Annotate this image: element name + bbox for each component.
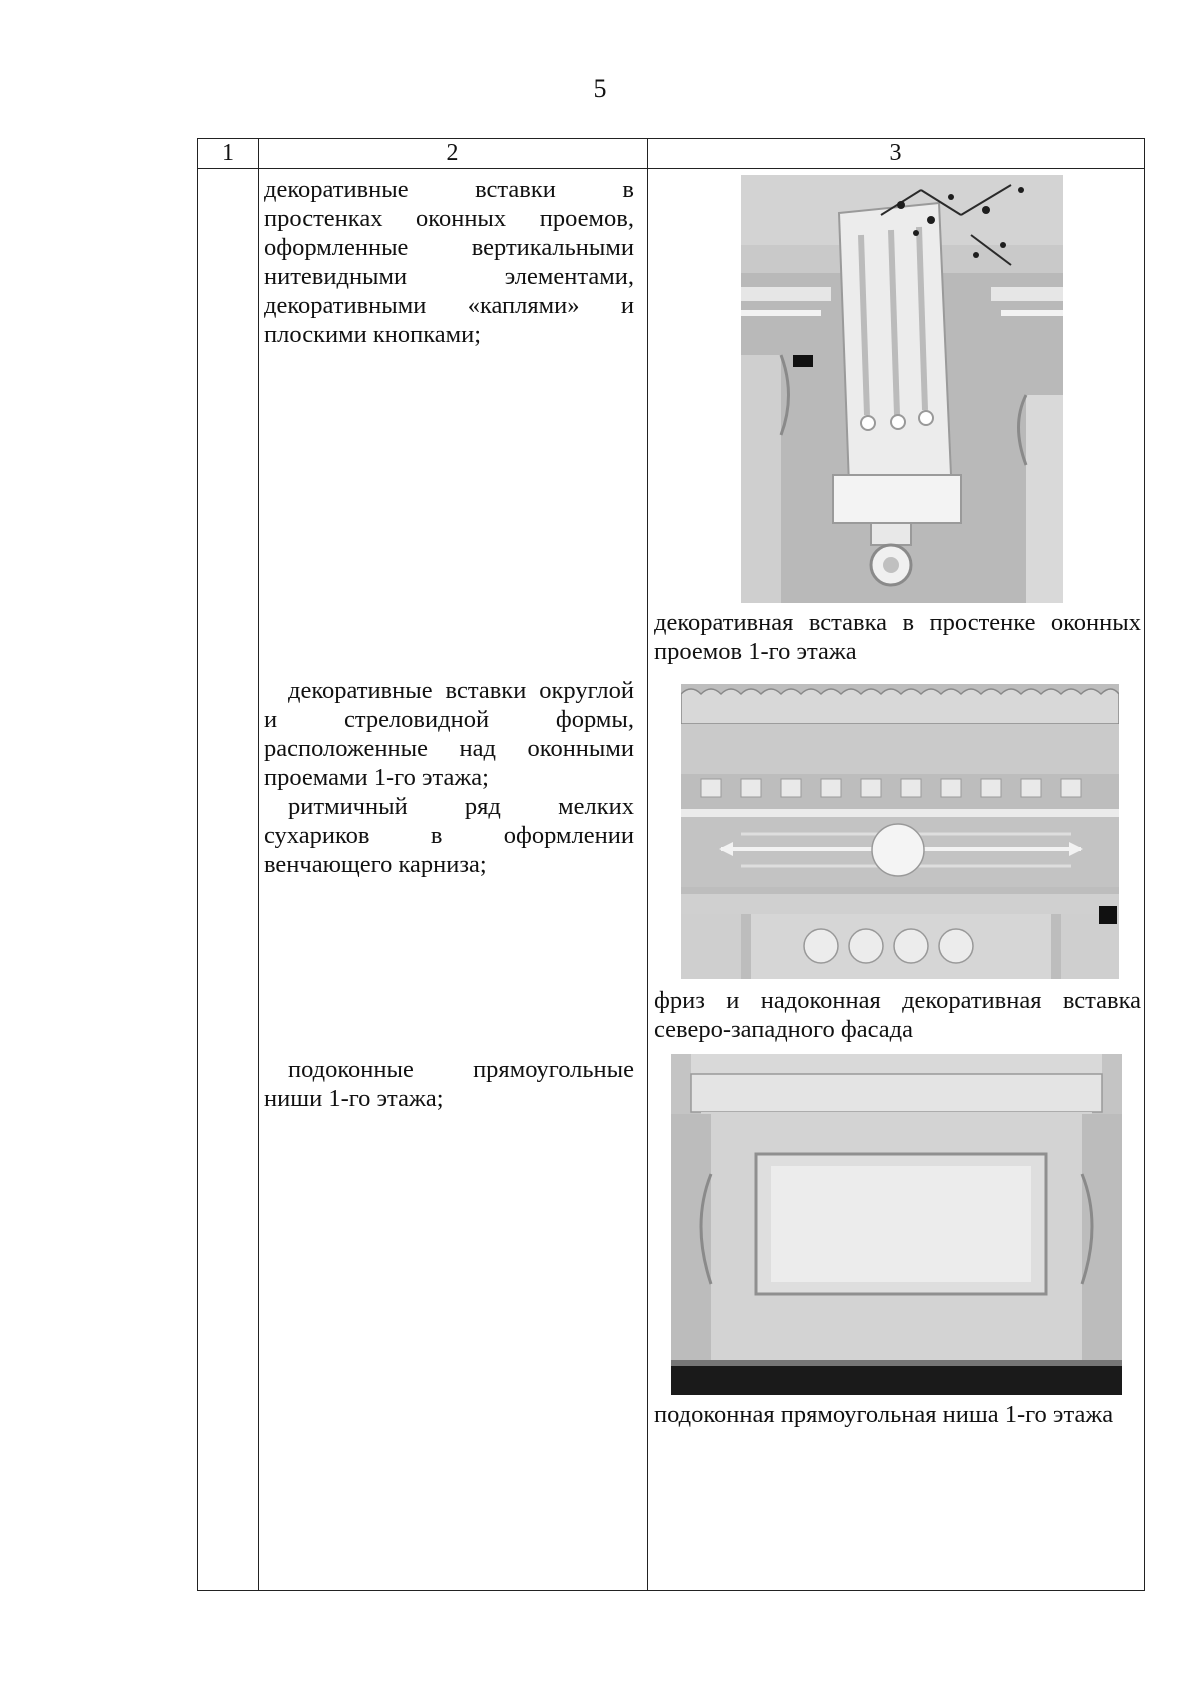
row-3-caption: подоконная прямоугольная ниша 1-го этажа — [654, 1401, 1114, 1428]
decorative-inset-photo — [741, 175, 1063, 603]
row-2-description-part-2: ритмичный ряд мелких сухариков в оформлении венчающего карниза; — [264, 793, 634, 878]
row-1-caption: декоративная вставка в простенке оконных проемов 1-го этажа — [654, 609, 1141, 665]
page-number: 5 — [593, 74, 607, 103]
column-header-2: 2 — [446, 140, 459, 166]
row-3-description-text: подоконные прямоугольные ниши 1-го этажа; — [264, 1056, 634, 1112]
row-1-description — [264, 175, 634, 349]
row-2-description-part-1: декоративные вставки округлой и стреловидной формы, расположенные над оконными проемами 1-го этажа; — [264, 677, 634, 791]
row-2-caption: фриз и надоконная декоративная вставка северо-западного фасада — [654, 987, 1141, 1043]
column-header-1: 1 — [222, 140, 234, 166]
row-3-description — [264, 1055, 634, 1113]
column-divider-1 — [258, 139, 259, 1590]
column-divider-2 — [647, 139, 648, 1590]
header-divider — [198, 168, 1144, 169]
frieze-photo — [681, 684, 1119, 979]
row-2-description — [264, 676, 634, 879]
column-header-3: 3 — [889, 140, 902, 166]
row-1-description-text: декоративные вставки в простенках оконных проемов, оформленные вертикальными нитевидными элементами, декоративными «каплями» и плоскими кнопками; — [264, 176, 634, 348]
window-niche-photo — [671, 1054, 1122, 1395]
